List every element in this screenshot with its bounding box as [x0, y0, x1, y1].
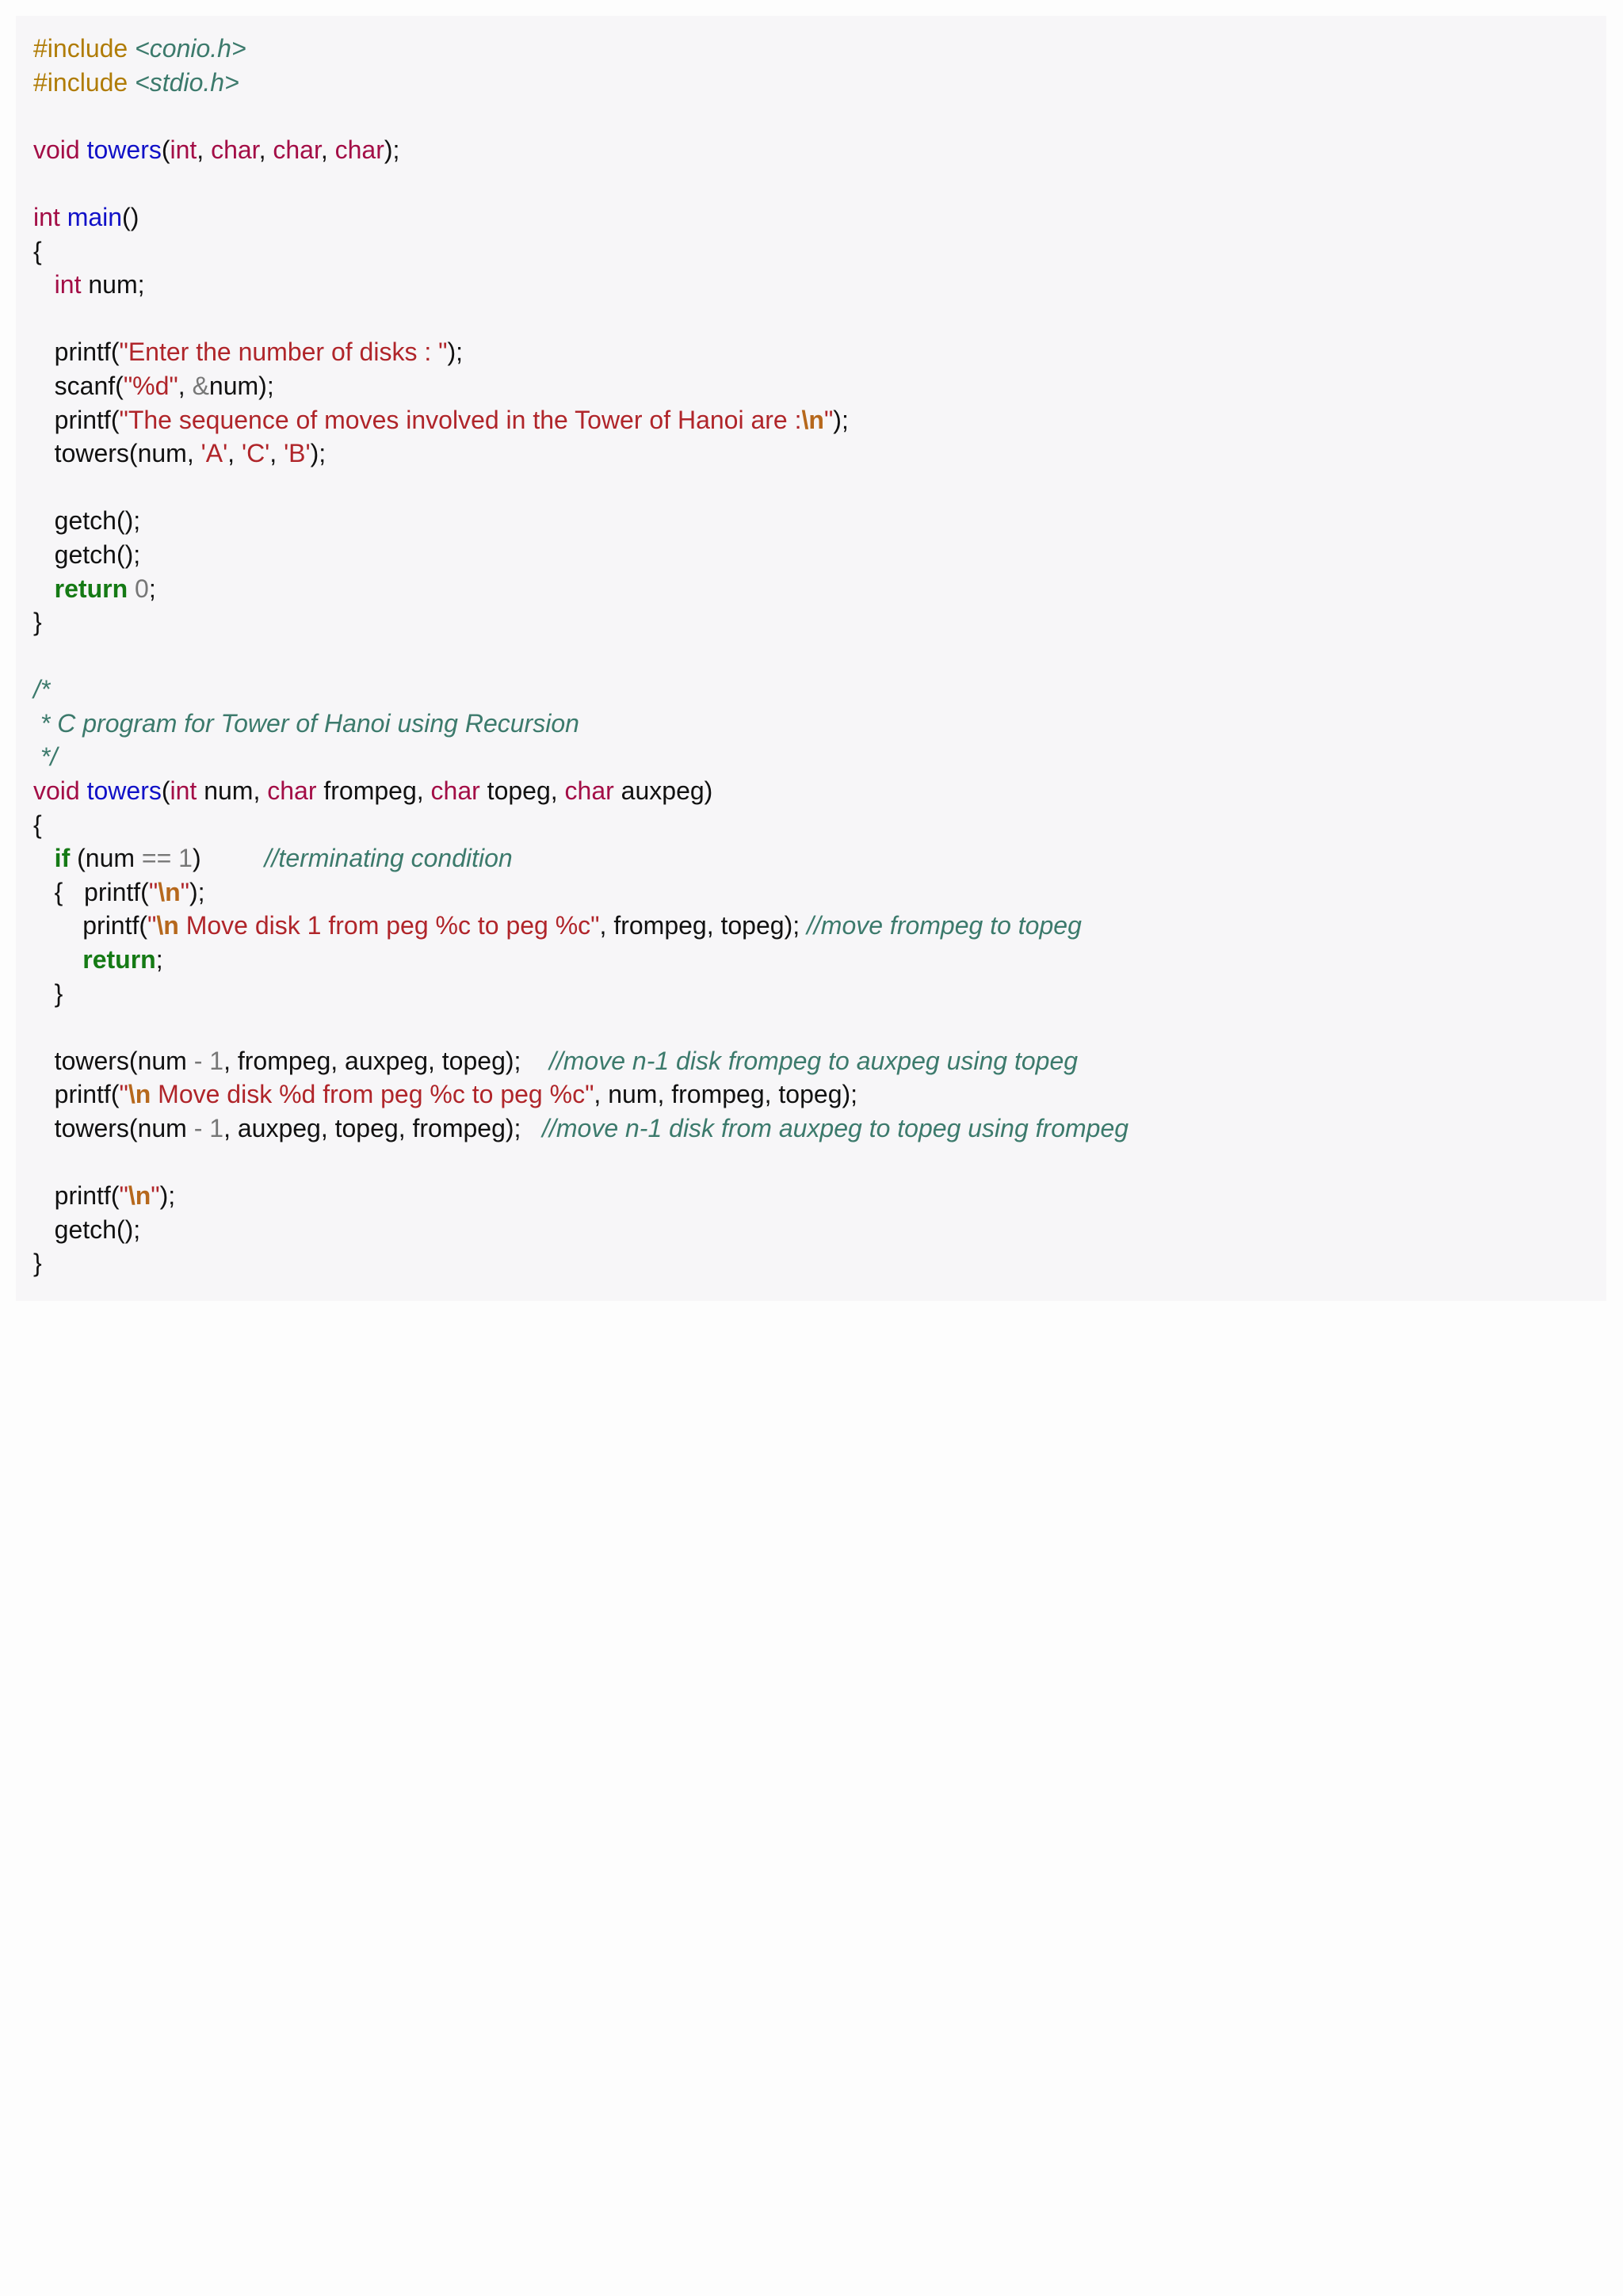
code-token: " [147, 911, 157, 940]
code-line [33, 808, 1606, 842]
code-token [33, 270, 55, 299]
code-token: "%d" [123, 371, 178, 400]
code-token: towers(num [33, 1114, 194, 1142]
code-token: " [148, 877, 158, 906]
code-token: ); [384, 135, 400, 164]
code-token: //move n-1 disk from auxpeg to topeg using frompeg [542, 1114, 1129, 1142]
code-token: " [823, 405, 834, 434]
code-line [33, 943, 1606, 977]
code-token: Move disk %d from peg %c to peg %c" [151, 1080, 594, 1109]
code-line [33, 200, 1606, 235]
code-token: , [258, 135, 273, 164]
code-token: "Enter the number of disks : " [119, 338, 448, 367]
code-token: #include [33, 34, 136, 63]
code-line [33, 268, 1606, 302]
code-line [33, 471, 1606, 505]
code-line [33, 335, 1606, 369]
code-token: "The sequence of moves involved in the Tower of Hanoi are : [119, 405, 802, 434]
code-line [33, 1179, 1606, 1213]
code-token: towers [86, 135, 162, 164]
code-token: , [197, 135, 212, 164]
code-token: getch(); [33, 1215, 141, 1244]
code-lines [33, 32, 1606, 1280]
code-line [33, 774, 1606, 808]
code-token: printf( [33, 405, 120, 434]
code-token: (num [70, 844, 142, 873]
code-token: num; [88, 270, 145, 299]
code-line [33, 437, 1606, 471]
code-line [33, 504, 1606, 538]
code-token [202, 1114, 209, 1142]
code-token: ; [155, 945, 163, 974]
code-token: frompeg, [316, 776, 431, 806]
code-token: <stdio.h> [135, 67, 239, 97]
code-token: int [54, 270, 89, 299]
code-line [33, 572, 1606, 606]
code-token: , frompeg, topeg); [599, 911, 807, 940]
code-token: ) [192, 844, 265, 873]
code-token: void [33, 776, 87, 806]
code-line [33, 1077, 1606, 1112]
code-token: //move frompeg to topeg [807, 911, 1082, 940]
code-token: ( [161, 135, 170, 164]
code-token: () [122, 202, 139, 231]
code-line [33, 538, 1606, 572]
code-token: char [334, 135, 384, 164]
code-token: num, [197, 776, 268, 806]
code-line [33, 369, 1606, 403]
code-line [33, 166, 1606, 200]
code-token: - [193, 1114, 203, 1142]
code-token: \n [128, 1080, 151, 1109]
code-token: <conio.h> [135, 34, 246, 63]
code-token: towers [86, 776, 162, 806]
code-token: getch(); [33, 506, 141, 536]
code-token: \n [158, 877, 181, 906]
code-token: //terminating condition [264, 844, 513, 873]
code-token [33, 844, 55, 872]
code-token: 1 [209, 1046, 224, 1075]
code-token: towers(num, [33, 439, 201, 468]
code-token: - [193, 1046, 203, 1075]
code-token: \n [801, 405, 824, 434]
code-token [202, 1047, 209, 1075]
code-token: } [33, 978, 63, 1008]
code-token: ); [447, 338, 464, 367]
code-line [33, 875, 1606, 910]
code-line [33, 32, 1606, 66]
code-token: ); [159, 1181, 176, 1211]
code-line [33, 1044, 1606, 1078]
code-token: char [273, 135, 321, 164]
code-token: , auxpeg, topeg, frompeg); [223, 1114, 543, 1142]
code-token: #include [33, 67, 136, 97]
code-line [33, 639, 1606, 673]
code-token: printf( [33, 911, 148, 940]
code-token: 'B' [284, 439, 311, 468]
code-token: int [170, 135, 197, 164]
code-token: " [119, 1080, 128, 1109]
code-token: , [269, 439, 285, 468]
code-line [33, 1112, 1606, 1146]
code-token: num); [208, 371, 274, 400]
code-token: , [178, 371, 193, 400]
code-line [33, 403, 1606, 437]
code-token: int [33, 202, 67, 231]
code-token: char [267, 776, 317, 806]
code-line [33, 977, 1606, 1011]
code-line [33, 1213, 1606, 1247]
code-token: //move n-1 disk frompeg to auxpeg using topeg [548, 1046, 1079, 1075]
code-token: " [151, 1181, 160, 1211]
code-token: int [170, 776, 197, 806]
code-token: , [227, 439, 242, 468]
code-line [33, 673, 1606, 707]
code-token: towers(num [33, 1046, 194, 1075]
code-block [16, 16, 1606, 1301]
code-token: 'C' [241, 439, 270, 468]
code-token: ); [833, 405, 849, 434]
code-token: { printf( [33, 877, 149, 906]
code-token: Move disk 1 from peg %c to peg %c" [178, 911, 600, 940]
code-token: * C program for Tower of Hanoi using Recursion [33, 708, 579, 738]
code-token: printf( [33, 1181, 120, 1211]
code-token: topeg, [479, 776, 565, 806]
code-line [33, 740, 1606, 774]
code-token [33, 574, 55, 603]
code-token: main [67, 202, 123, 231]
code-token: 1 [178, 844, 193, 873]
code-token: 0 [135, 574, 149, 603]
code-token: } [33, 608, 42, 637]
code-line [33, 235, 1606, 269]
code-token: ); [310, 439, 327, 468]
code-line [33, 302, 1606, 336]
code-line [33, 909, 1606, 943]
code-token [171, 844, 178, 872]
code-token [128, 574, 135, 603]
code-token: { [33, 236, 42, 265]
code-token: " [119, 1181, 128, 1211]
code-token: == [141, 844, 172, 873]
code-token: char [211, 135, 259, 164]
code-token: " [180, 877, 189, 906]
code-token: , frompeg, auxpeg, topeg); [223, 1046, 549, 1075]
code-line [33, 133, 1606, 167]
code-line [33, 1146, 1606, 1180]
code-token: auxpeg) [613, 776, 713, 806]
code-token: \n [156, 911, 179, 940]
code-token: printf( [33, 1080, 120, 1109]
code-token: if [54, 844, 71, 873]
code-token: char [564, 776, 614, 806]
code-line [33, 1010, 1606, 1044]
code-token: scanf( [33, 371, 124, 400]
code-line [33, 707, 1606, 741]
code-token: 1 [209, 1114, 224, 1142]
code-token: void [33, 135, 87, 164]
code-token: ); [189, 877, 205, 906]
code-token: \n [128, 1181, 151, 1211]
code-token: 'A' [200, 439, 228, 468]
code-token: ; [148, 574, 156, 603]
code-token: return [54, 574, 128, 603]
code-token: /* [33, 675, 51, 704]
code-token: return [82, 945, 156, 974]
code-token: char [430, 776, 480, 806]
code-token: { [33, 810, 42, 839]
code-token: & [192, 371, 209, 400]
code-token [33, 945, 82, 974]
code-line [33, 841, 1606, 875]
code-token: } [33, 1249, 42, 1278]
code-line [33, 1246, 1606, 1280]
code-token: , num, frompeg, topeg); [594, 1080, 858, 1109]
code-token: , [320, 135, 335, 164]
code-token: getch(); [33, 540, 141, 569]
code-token: printf( [33, 338, 120, 367]
code-line [33, 99, 1606, 133]
code-line [33, 605, 1606, 639]
code-token: ( [161, 776, 170, 806]
code-line [33, 66, 1606, 100]
code-token: */ [33, 742, 58, 772]
